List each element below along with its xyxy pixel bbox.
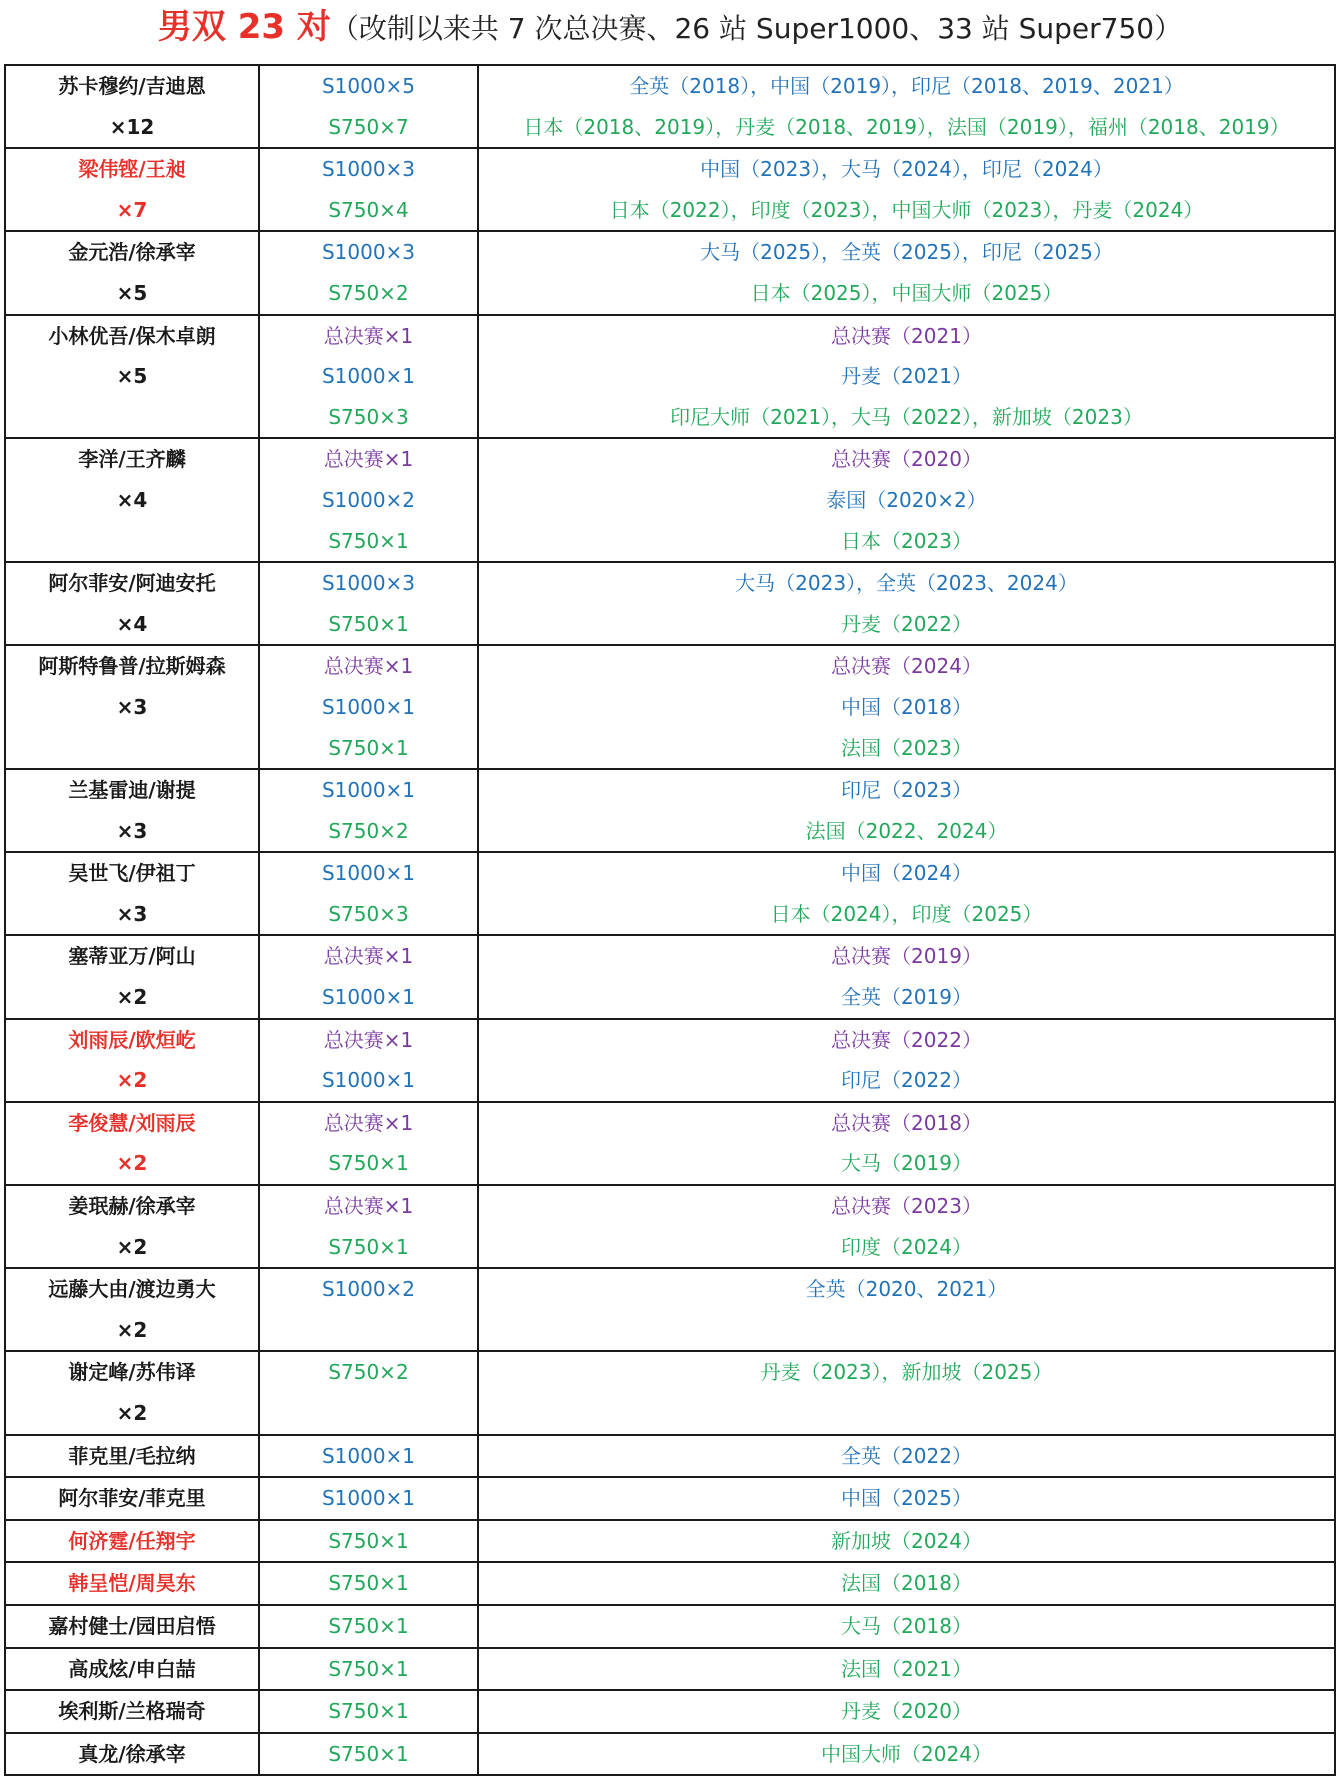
table-row: [5, 148, 1335, 231]
pair-cell: [5, 1185, 259, 1268]
detail-text: 全英（2022）: [841, 1443, 972, 1468]
level-label: S750×1: [328, 1151, 409, 1176]
detail-text: 日本（2018、2019），丹麦（2018、2019），法国（2019），福州（2018、2019）: [523, 114, 1290, 139]
pair-count: ×5: [116, 364, 148, 389]
level-cell: [259, 1268, 478, 1351]
detail-text: 总决赛（2019）: [831, 944, 982, 969]
table-row: [5, 1019, 1335, 1102]
level-label: S1000×2: [321, 487, 416, 512]
level-cell: [259, 65, 478, 148]
level-label: S750×1: [328, 1528, 409, 1553]
pair-cell: [5, 231, 259, 314]
pair-count: ×2: [116, 1401, 148, 1425]
title-main: 男双 23 对: [157, 7, 331, 47]
pair-name: 小林优吾/保木卓朗: [48, 323, 216, 348]
pair-count: ×2: [116, 1151, 148, 1176]
level-label: S1000×1: [321, 861, 416, 886]
level-label: 总决赛×1: [323, 654, 414, 679]
pair-name: 何济霆/任翔宇: [68, 1528, 196, 1553]
detail-cell: [478, 148, 1335, 231]
level-label: S1000×3: [321, 571, 416, 596]
pair-count: ×4: [116, 487, 148, 512]
detail-cell: [478, 1102, 1335, 1185]
detail-text: 法国（2022、2024）: [805, 818, 1008, 843]
level-label: S1000×5: [321, 74, 416, 98]
level-cell: [259, 1690, 478, 1733]
level-label: S750×4: [328, 197, 409, 222]
level-label: S750×1: [328, 1613, 409, 1638]
level-cell: [259, 438, 478, 562]
detail-cell: [478, 769, 1335, 852]
table-row: [5, 1562, 1335, 1605]
level-label: S750×1: [328, 735, 409, 760]
level-label: S1000×2: [321, 1277, 416, 1302]
pair-cell: [5, 1477, 259, 1520]
level-label: S1000×1: [321, 1486, 416, 1511]
pair-cell: [5, 769, 259, 852]
table-row: [5, 1102, 1335, 1185]
pair-cell: [5, 645, 259, 769]
detail-text: 总决赛（2023）: [831, 1194, 982, 1219]
pair-cell: [5, 1351, 259, 1434]
level-label: S1000×3: [321, 157, 416, 182]
detail-text: 总决赛（2022）: [831, 1027, 982, 1052]
table-row: [5, 1648, 1335, 1691]
level-label: S1000×1: [321, 694, 416, 719]
detail-cell: [478, 1648, 1335, 1691]
detail-cell: [478, 1605, 1335, 1648]
pair-count: ×4: [116, 611, 148, 636]
level-label: S750×1: [328, 1571, 409, 1596]
pair-name: 嘉村健士/园田启悟: [48, 1613, 216, 1638]
detail-text: 印度（2024）: [841, 1234, 972, 1259]
pair-cell: [5, 1268, 259, 1351]
detail-text: 总决赛（2024）: [831, 654, 982, 679]
pair-name: 阿尔菲安/阿迪安托: [48, 571, 216, 596]
level-cell: [259, 1733, 478, 1776]
detail-text: 中国（2025）: [841, 1486, 972, 1511]
table-row: [5, 1185, 1335, 1268]
detail-cell: [478, 1185, 1335, 1268]
detail-text: 中国（2018）: [841, 694, 972, 719]
pair-name: 菲克里/毛拉纳: [68, 1443, 196, 1468]
level-label: S750×1: [328, 611, 409, 636]
titles-table-body: [5, 65, 1335, 1775]
detail-cell: [478, 935, 1335, 1018]
level-label: 总决赛×1: [323, 1110, 414, 1135]
pair-name: 梁伟铿/王昶: [78, 157, 186, 182]
detail-cell: [478, 1477, 1335, 1520]
table-row: [5, 852, 1335, 935]
detail-text: 日本（2024），印度（2025）: [770, 901, 1043, 926]
level-cell: [259, 1435, 478, 1478]
table-row: [5, 1733, 1335, 1776]
table-row: [5, 1605, 1335, 1648]
level-cell: [259, 1520, 478, 1563]
detail-cell: [478, 1562, 1335, 1605]
level-label: S1000×1: [321, 778, 416, 803]
detail-cell: [478, 1690, 1335, 1733]
detail-cell: [478, 1019, 1335, 1102]
detail-cell: [478, 562, 1335, 645]
level-label: S750×3: [328, 901, 409, 926]
pair-cell: [5, 1648, 259, 1691]
level-cell: [259, 148, 478, 231]
level-cell: [259, 315, 478, 439]
detail-cell: [478, 852, 1335, 935]
pair-cell: [5, 1562, 259, 1605]
level-cell: [259, 852, 478, 935]
pair-count: ×3: [116, 694, 148, 719]
spacer: [6, 521, 258, 562]
pair-cell: [5, 148, 259, 231]
pair-count: ×5: [116, 280, 148, 305]
detail-text: 法国（2023）: [841, 735, 972, 760]
detail-text: 丹麦（2023），新加坡（2025）: [760, 1360, 1053, 1385]
page-title: [0, 0, 1340, 62]
level-label: 总决赛×1: [323, 1027, 414, 1052]
level-cell: [259, 645, 478, 769]
detail-text: 总决赛（2021）: [831, 323, 982, 348]
detail-cell: [478, 65, 1335, 148]
detail-cell: [478, 645, 1335, 769]
level-label: S1000×1: [321, 364, 416, 389]
level-label: S750×2: [328, 1360, 409, 1385]
level-label: S750×1: [328, 1699, 409, 1724]
level-label: S1000×1: [321, 985, 416, 1010]
pair-name: 李洋/王齐麟: [78, 447, 186, 472]
pair-name: 塞蒂亚万/阿山: [68, 944, 196, 969]
pair-count: ×2: [116, 985, 148, 1010]
detail-text: 法国（2018）: [841, 1571, 972, 1596]
detail-text: 丹麦（2020）: [841, 1699, 972, 1724]
table-row: [5, 1435, 1335, 1478]
pair-name: 阿尔菲安/菲克里: [58, 1486, 206, 1511]
detail-text: 大马（2018）: [841, 1613, 972, 1638]
level-label: S750×1: [328, 1741, 409, 1766]
pair-name: 韩呈恺/周昊东: [68, 1571, 196, 1596]
table-row: [5, 769, 1335, 852]
detail-text: 全英（2018），中国（2019），印尼（2018、2019、2021）: [629, 74, 1184, 98]
detail-cell: [478, 231, 1335, 314]
level-cell: [259, 769, 478, 852]
spacer: [6, 397, 258, 438]
level-label: S1000×3: [321, 240, 416, 265]
pair-name: 刘雨辰/欧烜屹: [68, 1027, 196, 1052]
pair-count: ×3: [116, 901, 148, 926]
pair-count: ×2: [116, 1068, 148, 1093]
pair-name: 姜珉赫/徐承宰: [68, 1194, 196, 1219]
level-label: 总决赛×1: [323, 447, 414, 472]
pair-count: ×2: [116, 1234, 148, 1259]
detail-cell: [478, 1268, 1335, 1351]
pair-name: 吴世飞/伊祖丁: [68, 861, 196, 886]
detail-text: 丹麦（2021）: [841, 364, 972, 389]
table-row: [5, 231, 1335, 314]
detail-text: 印尼（2022）: [841, 1068, 972, 1093]
detail-text: 丹麦（2022）: [841, 611, 972, 636]
pair-cell: [5, 1690, 259, 1733]
detail-text: 全英（2020、2021）: [805, 1277, 1008, 1302]
table-row: [5, 935, 1335, 1018]
detail-text: 日本（2022），印度（2023），中国大师（2023），丹麦（2024）: [609, 197, 1204, 222]
detail-cell: [478, 438, 1335, 562]
level-label: S750×2: [328, 818, 409, 843]
pair-name: 高成炫/申白喆: [68, 1656, 196, 1681]
detail-text: 大马（2019）: [841, 1151, 972, 1176]
detail-text: 总决赛（2020）: [831, 447, 982, 472]
detail-cell: [478, 1520, 1335, 1563]
level-label: S750×3: [328, 404, 409, 429]
pair-count: ×3: [116, 818, 148, 843]
pair-name: 兰基雷迪/谢提: [68, 778, 196, 803]
pair-cell: [5, 1605, 259, 1648]
detail-text: 新加坡（2024）: [831, 1528, 982, 1553]
pair-cell: [5, 65, 259, 148]
detail-text: 总决赛（2018）: [831, 1110, 982, 1135]
level-label: S750×2: [328, 280, 409, 305]
detail-text: 印尼大师（2021），大马（2022），新加坡（2023）: [670, 404, 1143, 429]
table-row: [5, 1690, 1335, 1733]
level-label: S750×7: [328, 114, 409, 139]
level-label: 总决赛×1: [323, 323, 414, 348]
pair-name: 苏卡穆约/吉迪恩: [58, 74, 206, 98]
level-label: S750×1: [328, 1234, 409, 1259]
level-cell: [259, 1648, 478, 1691]
level-cell: [259, 1351, 478, 1434]
detail-cell: [478, 1435, 1335, 1478]
pair-name: 远藤大由/渡边勇大: [48, 1277, 216, 1302]
detail-text: 法国（2021）: [841, 1656, 972, 1681]
pair-name: 李俊慧/刘雨辰: [68, 1110, 196, 1135]
detail-text: 大马（2023），全英（2023、2024）: [735, 571, 1078, 596]
pair-cell: [5, 1435, 259, 1478]
table-row: [5, 65, 1335, 148]
table-row: [5, 1520, 1335, 1563]
pair-cell: [5, 1733, 259, 1776]
pair-count: ×12: [109, 114, 155, 139]
table-row: [5, 1268, 1335, 1351]
level-cell: [259, 935, 478, 1018]
pair-cell: [5, 438, 259, 562]
pair-cell: [5, 315, 259, 439]
pair-count: ×2: [116, 1317, 148, 1342]
pair-cell: [5, 852, 259, 935]
pair-name: 谢定峰/苏伟译: [68, 1360, 196, 1385]
detail-text: 印尼（2023）: [841, 778, 972, 803]
detail-cell: [478, 1351, 1335, 1434]
titles-table: [4, 64, 1336, 1776]
table-row: [5, 1351, 1335, 1434]
detail-cell: [478, 1733, 1335, 1776]
level-label: S1000×1: [321, 1068, 416, 1093]
level-label: S1000×1: [321, 1443, 416, 1468]
table-row: [5, 315, 1335, 439]
pair-cell: [5, 935, 259, 1018]
pair-name: 真龙/徐承宰: [78, 1741, 186, 1766]
detail-text: 泰国（2020×2）: [826, 487, 987, 512]
level-cell: [259, 1605, 478, 1648]
detail-text: 中国（2024）: [841, 861, 972, 886]
detail-cell: [478, 315, 1335, 439]
table-row: [5, 1477, 1335, 1520]
table-row: [5, 645, 1335, 769]
pair-name: 埃利斯/兰格瑞奇: [58, 1699, 206, 1724]
pair-cell: [5, 1019, 259, 1102]
detail-text: 日本（2025），中国大师（2025）: [750, 280, 1063, 305]
pair-cell: [5, 1520, 259, 1563]
pair-cell: [5, 1102, 259, 1185]
level-label: 总决赛×1: [323, 944, 414, 969]
pair-count: ×7: [116, 197, 148, 222]
detail-text: 全英（2019）: [841, 985, 972, 1010]
level-cell: [259, 1562, 478, 1605]
level-label: S750×1: [328, 1656, 409, 1681]
detail-text: 大马（2025），全英（2025），印尼（2025）: [700, 240, 1113, 265]
level-cell: [259, 1185, 478, 1268]
level-cell: [259, 562, 478, 645]
table-row: [5, 438, 1335, 562]
spacer: [6, 728, 258, 769]
level-cell: [259, 1477, 478, 1520]
detail-text: 中国大师（2024）: [821, 1741, 992, 1766]
level-label: S750×1: [328, 528, 409, 553]
pair-name: 阿斯特鲁普/拉斯姆森: [38, 654, 226, 679]
pair-name: 金元浩/徐承宰: [68, 240, 196, 265]
detail-text: 日本（2023）: [841, 528, 972, 553]
level-cell: [259, 231, 478, 314]
table-row: [5, 562, 1335, 645]
level-cell: [259, 1019, 478, 1102]
detail-text: 中国（2023），大马（2024），印尼（2024）: [700, 157, 1113, 182]
pair-cell: [5, 562, 259, 645]
title-subtitle: （改制以来共 7 次总决赛、26 站 Super1000、33 站 Super750）: [330, 12, 1183, 45]
level-label: 总决赛×1: [323, 1194, 414, 1219]
level-cell: [259, 1102, 478, 1185]
